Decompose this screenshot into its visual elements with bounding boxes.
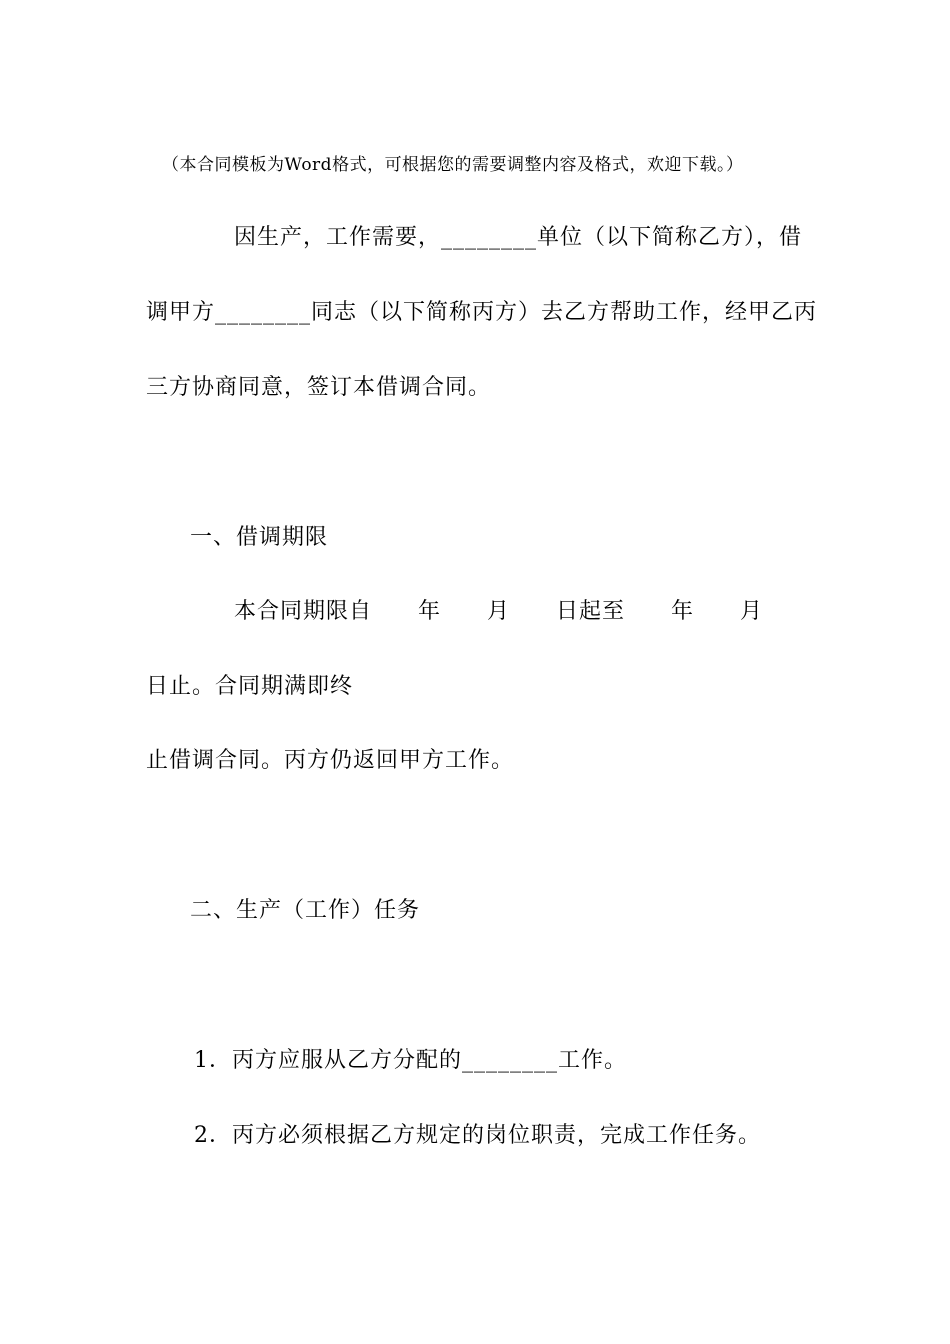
intro-line-2: 调甲方________同志（以下简称丙方）去乙方帮助工作，经甲乙丙 bbox=[146, 300, 818, 325]
template-note: （本合同模板为Word格式，可根据您的需要调整内容及格式，欢迎下载。） bbox=[162, 155, 744, 175]
section-1-line-3: 止借调合同。丙方仍返回甲方工作。 bbox=[146, 748, 515, 773]
intro-line-1: 因生产，工作需要，________单位（以下简称乙方），借 bbox=[234, 225, 803, 250]
section-1-line-2: 日止。合同期满即终 bbox=[146, 674, 354, 699]
section-1-line-1: 本合同期限自 年 月 日起至 年 月 bbox=[234, 599, 764, 624]
intro-line-3: 三方协商同意，签订本借调合同。 bbox=[146, 375, 492, 400]
section-2-item-1: 1．丙方应服从乙方分配的________工作。 bbox=[194, 1048, 627, 1073]
section-2-item-2: 2．丙方必须根据乙方规定的岗位职责，完成工作任务。 bbox=[194, 1123, 761, 1148]
section-1-heading: 一、借调期限 bbox=[190, 525, 329, 550]
section-2-heading: 二、生产（工作）任务 bbox=[190, 898, 421, 923]
